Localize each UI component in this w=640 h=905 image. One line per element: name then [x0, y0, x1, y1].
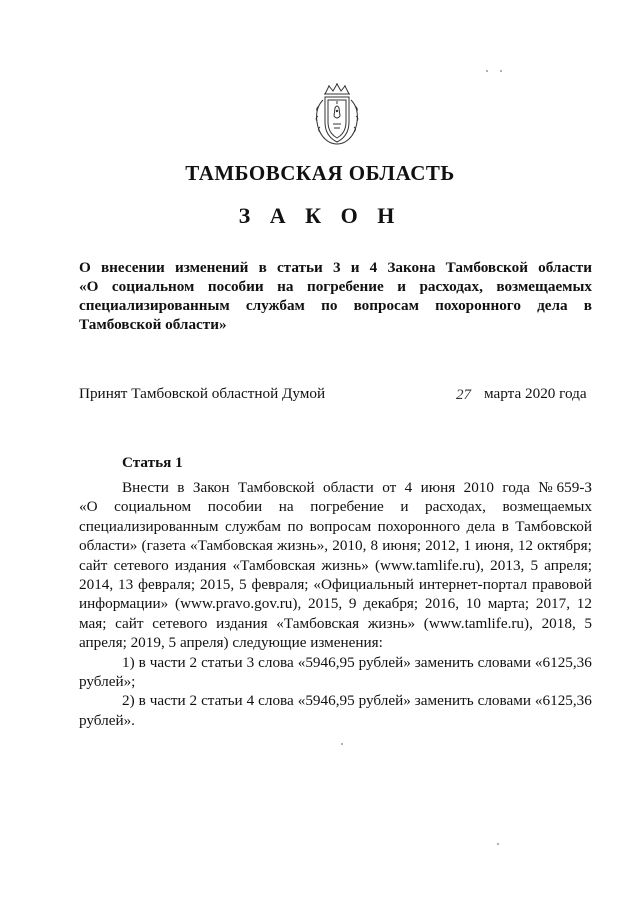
scan-speck: [500, 70, 502, 72]
word: сайт: [115, 614, 144, 632]
word: «6125,36: [534, 653, 592, 671]
word: «Тамбовская: [190, 537, 273, 555]
word: 5: [584, 614, 592, 632]
word: сетевого: [113, 556, 169, 574]
word: сетевого: [152, 614, 208, 632]
amendment-item-1-end: рублей»;: [79, 673, 136, 691]
article-title: Статья 1: [122, 454, 183, 471]
word: 12: [517, 537, 533, 555]
word: Закона: [387, 259, 436, 276]
word: на: [277, 278, 294, 295]
word: издания: [174, 556, 227, 574]
word: 2016,: [424, 595, 460, 613]
word: вопросам: [309, 517, 372, 535]
word: жизнь»: [321, 556, 369, 574]
word: марта;: [487, 595, 530, 613]
word: сайт: [79, 556, 108, 574]
adopted-by: Принят Тамбовской областной Думой: [79, 385, 326, 402]
word: рублей»: [358, 653, 411, 671]
article-body: [79, 478, 592, 730]
scan-speck: [486, 70, 488, 72]
coat-of-arms-emblem: [311, 82, 363, 148]
word: Внести: [122, 479, 169, 496]
word: «Тамбовская: [232, 556, 316, 574]
word: «О: [79, 498, 98, 516]
word: статьи: [276, 259, 323, 276]
body-line: [79, 575, 592, 594]
word: части: [149, 653, 186, 671]
word: погребение: [310, 498, 384, 516]
adopted-day-handwritten: 27: [456, 387, 471, 403]
word: июня;: [382, 537, 422, 555]
word: по: [321, 297, 338, 314]
word: по: [287, 517, 304, 535]
word: 13: [118, 576, 134, 594]
word: в: [501, 517, 509, 535]
word: словами: [477, 692, 531, 710]
word: специализированным: [79, 297, 230, 314]
scan-speck: [497, 843, 499, 845]
word: расходах,: [419, 278, 483, 295]
word: социальном: [114, 498, 192, 516]
word: в: [138, 692, 146, 710]
word: 2017,: [535, 595, 571, 613]
word: (www.pravo.gov.ru),: [175, 595, 302, 613]
word: 12: [576, 595, 592, 613]
word: заменить: [414, 692, 474, 710]
heading-line: [79, 296, 592, 315]
word: пособии: [207, 278, 264, 295]
word: возмещаемых: [496, 278, 592, 295]
word: «5946,95: [297, 692, 355, 710]
amendment-item-1: [79, 653, 592, 672]
body-line: [79, 478, 592, 497]
body-line: [79, 497, 592, 516]
word: жизнь»: [367, 614, 416, 632]
word: 2015,: [308, 595, 343, 613]
body-line-last: апреля; 2019, 5 апреля) следующие изменения:: [79, 634, 383, 652]
word: изменений: [174, 259, 249, 276]
word: в: [258, 259, 267, 276]
word: и: [397, 278, 406, 295]
word: похоронного: [377, 517, 461, 535]
word: 1): [122, 653, 135, 671]
word: 2): [122, 692, 135, 710]
word: внесении: [100, 259, 165, 276]
word: июня: [420, 479, 456, 496]
word: социальном: [111, 278, 195, 295]
word: 2: [189, 692, 198, 710]
word: «Официальный: [313, 576, 415, 594]
word: слова: [258, 692, 294, 710]
word: правовой: [531, 576, 592, 594]
scan-speck: [341, 743, 343, 745]
word: № 659-З: [538, 479, 592, 496]
word: статьи: [201, 692, 243, 710]
word: 2013,: [490, 556, 525, 574]
word: заменить: [414, 653, 474, 671]
word: О: [79, 259, 91, 276]
word: октября;: [537, 537, 592, 555]
word: 2010,: [332, 537, 367, 555]
word: в: [177, 479, 185, 496]
heading-line-last: Тамбовской области»: [79, 316, 227, 333]
word: и: [350, 259, 360, 276]
word: 2: [189, 653, 198, 671]
word: рублей»: [358, 692, 411, 710]
word: специализированным: [79, 517, 219, 535]
word: информации»: [79, 595, 169, 613]
word: вопросам: [353, 297, 419, 314]
word: Закон: [192, 479, 230, 496]
word: (газета: [141, 537, 186, 555]
word: 2010: [463, 479, 494, 496]
word: «Тамбовская: [276, 614, 360, 632]
word: Тамбовской: [237, 479, 315, 496]
heading-line: [79, 258, 592, 277]
word: 9: [348, 595, 357, 613]
body-line: [79, 594, 592, 613]
word: службам: [224, 517, 282, 535]
word: «5946,95: [297, 653, 355, 671]
body-line: [79, 614, 592, 633]
amendment-item-2-end: рублей».: [79, 711, 135, 729]
word: 2012,: [425, 537, 460, 555]
word: части: [149, 692, 186, 710]
word: 4: [369, 259, 378, 276]
word: в: [583, 297, 592, 314]
word: 3: [246, 653, 255, 671]
word: области: [538, 259, 592, 276]
word: 2015,: [200, 576, 235, 594]
law-title: З А К О Н: [238, 203, 402, 228]
word: (www.tamlife.ru),: [374, 556, 485, 574]
word: 8: [370, 537, 379, 555]
word: декабря;: [363, 595, 419, 613]
word: службам: [245, 297, 305, 314]
word: 3: [332, 259, 341, 276]
word: на: [278, 498, 294, 516]
word: похоронного: [435, 297, 521, 314]
word: интернет-портал: [418, 576, 528, 594]
body-line: [79, 517, 592, 536]
word: 2014,: [79, 576, 114, 594]
word: в: [138, 653, 146, 671]
word: февраля;: [138, 576, 196, 594]
word: от: [382, 479, 397, 496]
word: погребение: [306, 278, 384, 295]
word: 5: [530, 556, 539, 574]
word: области»: [79, 537, 138, 555]
word: словами: [477, 653, 531, 671]
word: «6125,36: [534, 692, 592, 710]
word: 4: [246, 692, 255, 710]
law-heading: [79, 258, 592, 334]
word: июня,: [475, 537, 514, 555]
word: Тамбовской: [515, 517, 592, 535]
word: возмещаемых: [502, 498, 592, 516]
body-line: [79, 556, 592, 575]
word: 2018,: [541, 614, 576, 632]
word: мая;: [79, 614, 107, 632]
word: 10: [465, 595, 481, 613]
word: жизнь»,: [277, 537, 329, 555]
word: 1: [463, 537, 472, 555]
word: пособии: [207, 498, 263, 516]
word: «О: [79, 278, 99, 295]
word: 5: [239, 576, 247, 594]
word: Тамбовской: [445, 259, 528, 276]
word: апреля;: [544, 556, 592, 574]
body-line: [79, 536, 592, 555]
word: расходах,: [425, 498, 486, 516]
word: 4: [404, 479, 413, 496]
word: года: [502, 479, 530, 496]
word: и: [400, 498, 409, 516]
adopted-date: марта 2020 года: [484, 385, 587, 402]
word: дела: [537, 297, 568, 314]
word: издания: [216, 614, 268, 632]
word: (www.tamlife.ru),: [423, 614, 533, 632]
word: дела: [466, 517, 496, 535]
amendment-item-2: [79, 691, 592, 710]
region-title: ТАМБОВСКАЯ ОБЛАСТЬ: [185, 161, 455, 185]
word: статьи: [201, 653, 243, 671]
heading-line: [79, 277, 592, 296]
word: февраля;: [251, 576, 309, 594]
word: слова: [258, 653, 294, 671]
word: области: [323, 479, 374, 496]
